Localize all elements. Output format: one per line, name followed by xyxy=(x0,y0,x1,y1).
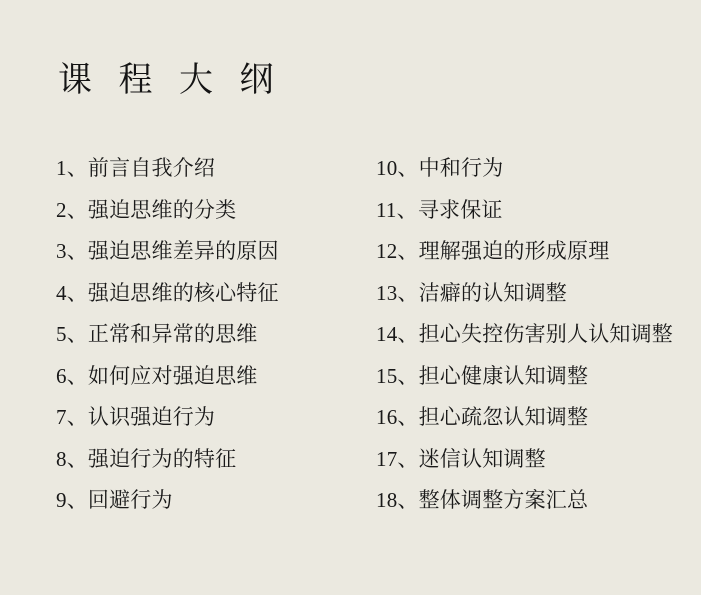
list-item: 13、洁癖的认知调整 xyxy=(376,280,567,305)
page-title: 课 程 大 纲 xyxy=(58,62,283,99)
list-item: 17、迷信认知调整 xyxy=(376,446,546,471)
list-item: 3、强迫思维差异的原因 xyxy=(56,239,279,263)
list-item: 11、寻求保证 xyxy=(376,197,503,222)
list-item: 2、强迫思维的分类 xyxy=(56,197,237,222)
outline-columns xyxy=(56,148,676,522)
list-item: 1、前言自我介绍 xyxy=(56,156,216,180)
list-item: 15、担心健康认知调整 xyxy=(376,363,589,388)
outline-column-right xyxy=(376,148,676,522)
list-item: 9、回避行为 xyxy=(56,488,173,512)
list-item: 18、整体调整方案汇总 xyxy=(376,488,589,512)
list-item: 4、强迫思维的核心特征 xyxy=(56,280,279,305)
list-item: 16、担心疏忽认知调整 xyxy=(376,405,589,429)
list-item: 5、正常和异常的思维 xyxy=(56,322,258,346)
outline-column-left xyxy=(56,148,376,522)
list-item: 6、如何应对强迫思维 xyxy=(56,363,258,388)
list-item: 14、担心失控伤害别人认知调整 xyxy=(376,322,673,346)
list-item: 7、认识强迫行为 xyxy=(56,405,216,429)
list-item: 10、中和行为 xyxy=(376,156,504,180)
list-item: 12、理解强迫的形成原理 xyxy=(376,239,610,263)
list-item: 8、强迫行为的特征 xyxy=(56,446,237,471)
